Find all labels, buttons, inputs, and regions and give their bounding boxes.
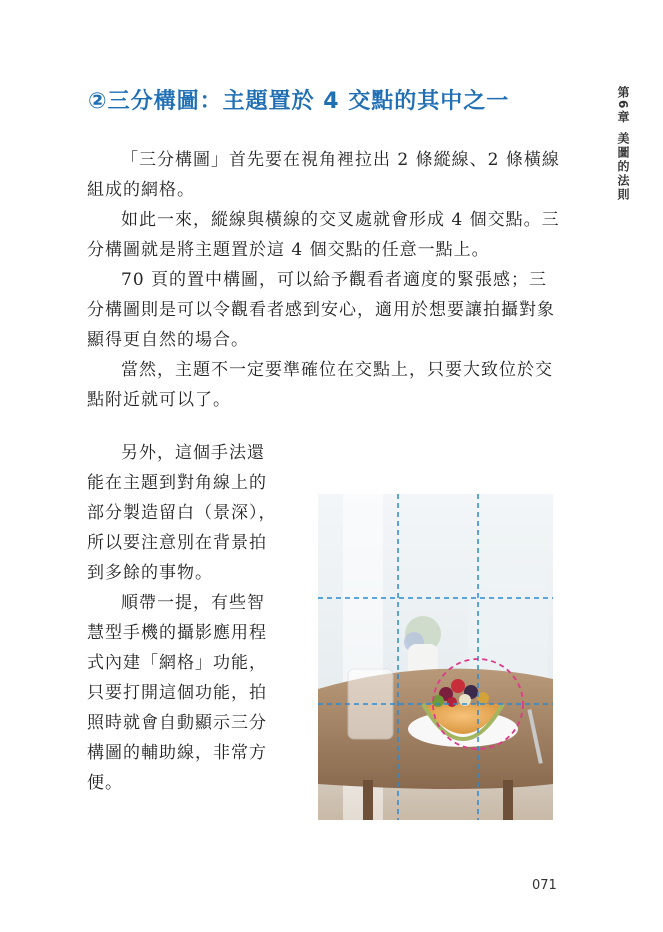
photo-illustration [318,494,553,820]
side-text [87,438,277,798]
melon-fruit-photo [318,494,553,820]
paragraph: 當然，主題不一定要準確位在交點上，只要大致位於交點附近就可以了。 [87,360,553,410]
paragraph: 70 頁的置中構圖，可以給予觀看者適度的緊張感；三分構圖則是可以令觀看者感到安心，適用於想要讓拍攝對象顯得更自然的場合。 [87,270,555,350]
chapter-number: 第6章 [616,86,630,125]
paragraph: 如此一來，縱線與橫線的交叉處就會形成 4 個交點。三分構圖就是將主題置於這 4 個交點的任意一點上。 [87,210,560,260]
main-text [87,145,565,415]
chapter-side-tab [614,86,638,202]
page-number: 071 [532,878,557,893]
paragraph: 另外，這個手法還能在主題到對角線上的部分製造留白（景深），所以要注意別在背景拍到多餘的事物。 [87,443,277,583]
paragraph: 「三分構圖」首先要在視角裡拉出 2 條縱線、2 條橫線組成的網格。 [87,150,560,200]
section-heading: ②三分構圖：主題置於 4 交點的其中之一 [88,89,510,114]
paragraph: 順帶一提，有些智慧型手機的攝影應用程式內建「網格」功能，只要打開這個功能，拍照時就會自動顯示三分構圖的輔助線，非常方便。 [87,593,267,793]
chapter-title: 美圖的法則 [616,132,630,203]
